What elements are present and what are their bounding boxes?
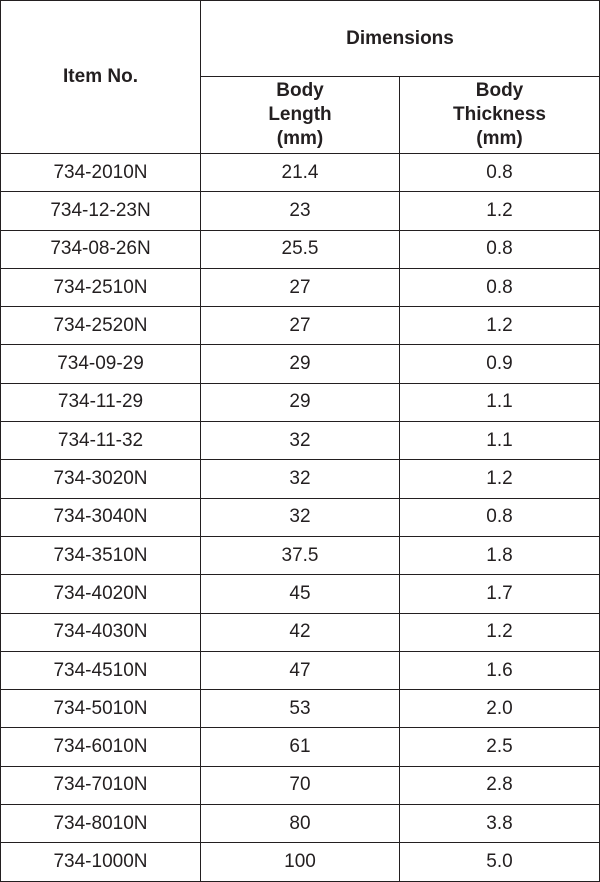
- item-no-cell: 734-4030N: [1, 613, 201, 651]
- item-no-cell: 734-12-23N: [1, 192, 201, 230]
- body-length-cell: 25.5: [201, 230, 400, 268]
- body-thickness-cell: 1.7: [400, 575, 600, 613]
- body-length-cell: 42: [201, 613, 400, 651]
- body-thickness-cell: 1.2: [400, 307, 600, 345]
- table-row: [1, 613, 600, 651]
- body-thickness-cell: 0.9: [400, 345, 600, 383]
- body-thickness-cell: 1.1: [400, 422, 600, 460]
- body-thickness-header-line: (mm): [476, 128, 523, 149]
- item-no-cell: 734-11-29: [1, 383, 201, 421]
- table-row: [1, 536, 600, 574]
- body-length-header: [201, 77, 400, 154]
- body-length-header-line: Length: [268, 104, 332, 125]
- body-thickness-cell: 0.8: [400, 230, 600, 268]
- body-thickness-header-line: Body: [475, 80, 524, 101]
- body-thickness-cell: 3.8: [400, 805, 600, 843]
- body-thickness-cell: 1.2: [400, 460, 600, 498]
- body-length-cell: 53: [201, 690, 400, 728]
- body-length-header-line: (mm): [276, 128, 324, 149]
- item-no-cell: 734-6010N: [1, 728, 201, 766]
- body-length-cell: 29: [201, 383, 400, 421]
- body-length-cell: 61: [201, 728, 400, 766]
- table-row: [1, 728, 600, 766]
- body-thickness-cell: 2.8: [400, 766, 600, 804]
- table-row: [1, 805, 600, 843]
- body-thickness-cell: 0.8: [400, 154, 600, 192]
- item-no-cell: 734-4020N: [1, 575, 201, 613]
- body-length-cell: 45: [201, 575, 400, 613]
- table-row: [1, 498, 600, 536]
- body-length-cell: 27: [201, 268, 400, 306]
- table-row: [1, 843, 600, 881]
- item-no-header: Item No.: [1, 1, 201, 154]
- item-no-cell: 734-3040N: [1, 498, 201, 536]
- body-length-cell: 29: [201, 345, 400, 383]
- table-row: [1, 460, 600, 498]
- table-row: [1, 766, 600, 804]
- item-no-cell: 734-7010N: [1, 766, 201, 804]
- table-row: [1, 345, 600, 383]
- body-thickness-cell: 2.5: [400, 728, 600, 766]
- table-row: [1, 268, 600, 306]
- item-no-cell: 734-08-26N: [1, 230, 201, 268]
- item-no-cell: 734-09-29: [1, 345, 201, 383]
- item-no-cell: 734-2520N: [1, 307, 201, 345]
- item-no-cell: 734-3510N: [1, 536, 201, 574]
- table-row: [1, 154, 600, 192]
- body-length-cell: 32: [201, 498, 400, 536]
- item-no-cell: 734-2010N: [1, 154, 201, 192]
- body-length-cell: 21.4: [201, 154, 400, 192]
- dimensions-header: Dimensions: [201, 1, 600, 77]
- table-row: [1, 192, 600, 230]
- body-length-header-line: Body: [276, 80, 324, 101]
- body-thickness-cell: 5.0: [400, 843, 600, 881]
- body-thickness-cell: 1.6: [400, 651, 600, 689]
- table-row: [1, 383, 600, 421]
- item-no-cell: 734-3020N: [1, 460, 201, 498]
- item-no-cell: 734-1000N: [1, 843, 201, 881]
- item-no-cell: 734-11-32: [1, 422, 201, 460]
- body-thickness-header: [400, 77, 600, 154]
- body-length-cell: 70: [201, 766, 400, 804]
- body-length-cell: 80: [201, 805, 400, 843]
- body-thickness-cell: 1.8: [400, 536, 600, 574]
- item-no-cell: 734-5010N: [1, 690, 201, 728]
- body-length-cell: 27: [201, 307, 400, 345]
- body-thickness-cell: 1.1: [400, 383, 600, 421]
- table-header: [1, 1, 600, 154]
- body-thickness-header-line: Thickness: [453, 104, 546, 125]
- body-thickness-cell: 1.2: [400, 613, 600, 651]
- body-thickness-cell: 0.8: [400, 268, 600, 306]
- body-length-cell: 32: [201, 422, 400, 460]
- item-no-cell: 734-2510N: [1, 268, 201, 306]
- table-row: [1, 575, 600, 613]
- body-thickness-cell: 1.2: [400, 192, 600, 230]
- body-thickness-cell: 0.8: [400, 498, 600, 536]
- table-row: [1, 651, 600, 689]
- item-no-cell: 734-8010N: [1, 805, 201, 843]
- item-no-cell: 734-4510N: [1, 651, 201, 689]
- body-thickness-cell: 2.0: [400, 690, 600, 728]
- table-row: [1, 690, 600, 728]
- body-length-cell: 47: [201, 651, 400, 689]
- table-row: [1, 422, 600, 460]
- table-row: [1, 230, 600, 268]
- table-body: [1, 154, 600, 882]
- body-length-cell: 32: [201, 460, 400, 498]
- header-row-top: [1, 1, 600, 77]
- body-length-cell: 37.5: [201, 536, 400, 574]
- body-length-cell: 23: [201, 192, 400, 230]
- body-length-cell: 100: [201, 843, 400, 881]
- table-row: [1, 307, 600, 345]
